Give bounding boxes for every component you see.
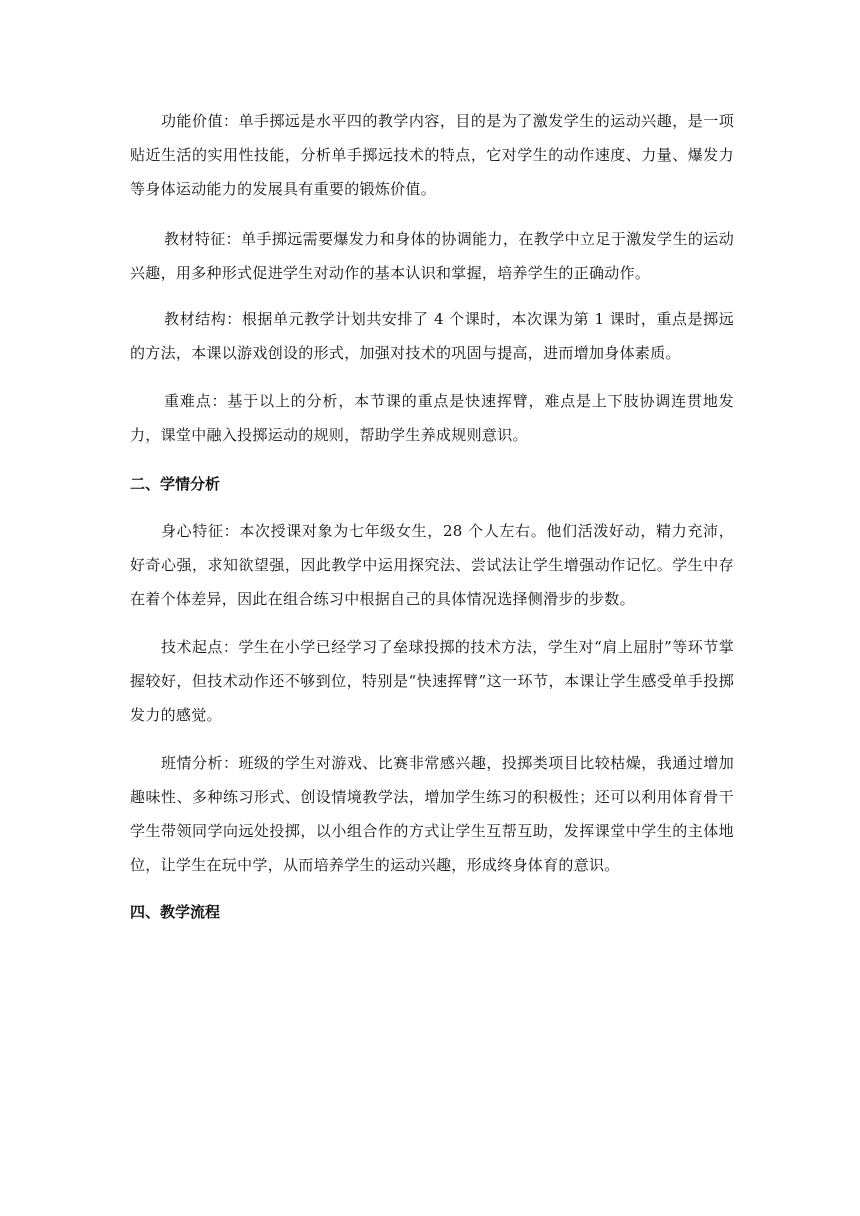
paragraph-key-difficulties: 重难点：基于以上的分析，本节课的重点是快速挥臂，难点是上下肢协调连贯地发力，课堂中融入投掷运动的规则，帮助学生养成规则意识。	[130, 392, 734, 444]
paragraph-technical-starting-point: 技术起点：学生在小学已经学习了垒球投掷的技术方法，学生对“肩上屈肘”等环节掌握较好，但技术动作还不够到位，特别是“快速挥臂”这一环节，本课让学生感受单手投掷发力的感觉。	[130, 638, 734, 724]
paragraph-class-analysis: 班情分析：班级的学生对游戏、比赛非常感兴趣，投掷类项目比较枯燥，我通过增加趣味性、多种练习形式、创设情境教学法，增加学生练习的积极性；还可以利用体育骨干学生带领同学向远处投掷，以小组合作的方式让学生互帮互助，发挥课堂中学生的主体地位，让学生在玩中学，从而培养学生的运动兴趣，形成终身体育的意识。	[130, 754, 734, 874]
section-heading-teaching-process: 四、教学流程	[130, 903, 221, 921]
section-heading-student-analysis: 二、学情分析	[130, 475, 221, 493]
paragraph-physical-mental-traits: 身心特征：本次授课对象为七年级女生，28 个人左右。他们活泼好动，精力充沛，好奇心强，求知欲望强，因此教学中运用探究法、尝试法让学生增强动作记忆。学生中存在着个体差异，因此在组合练习中根据自己的具体情况选择侧滑步的步数。	[130, 522, 734, 608]
paragraph-material-structure: 教材结构：根据单元教学计划共安排了 4 个课时，本次课为第 1 课时，重点是掷远的方法，本课以游戏创设的形式，加强对技术的巩固与提高，进而增加身体素质。	[130, 310, 734, 362]
paragraph-function-value: 功能价值：单手掷远是水平四的教学内容，目的是为了激发学生的运动兴趣，是一项贴近生活的实用性技能，分析单手掷远技术的特点，它对学生的动作速度、力量、爆发力等身体运动能力的发展具有重要的锻炼价值。	[130, 112, 734, 198]
paragraph-material-features: 教材特征：单手掷远需要爆发力和身体的协调能力，在教学中立足于激发学生的运动兴趣，用多种形式促进学生对动作的基本认识和掌握，培养学生的正确动作。	[130, 230, 734, 282]
